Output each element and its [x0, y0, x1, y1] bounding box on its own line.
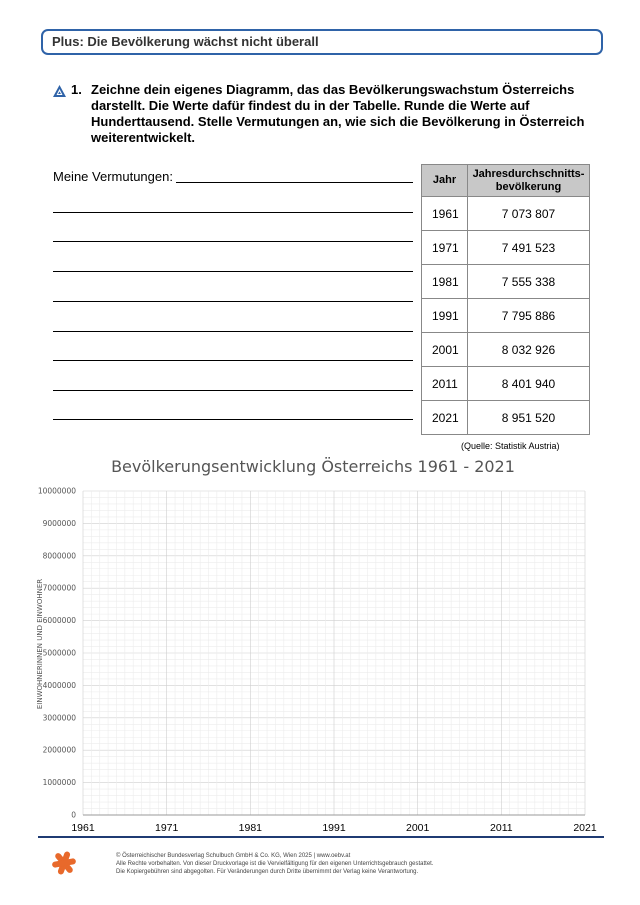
y-tick-label: 1000000 [42, 778, 76, 788]
x-tick-label: 1991 [322, 822, 346, 834]
table-row [422, 265, 590, 299]
writing-line[interactable] [53, 390, 413, 391]
cell-year: 1971 [422, 231, 468, 265]
writing-line[interactable] [53, 241, 413, 242]
writing-line[interactable] [176, 182, 413, 183]
cell-population: 7 073 807 [468, 197, 590, 231]
population-table [421, 164, 590, 435]
x-tick-label: 2021 [573, 822, 597, 834]
table-row [422, 197, 590, 231]
cell-population: 7 555 338 [468, 265, 590, 299]
writing-line[interactable] [53, 360, 413, 361]
y-tick-label: 4000000 [42, 680, 76, 690]
y-tick-label: 6000000 [42, 616, 76, 626]
y-tick-label: 0 [71, 810, 76, 820]
cell-year: 2011 [422, 367, 468, 401]
table-source: (Quelle: Statistik Austria) [461, 441, 560, 451]
y-tick-label: 7000000 [42, 583, 76, 593]
writing-line[interactable] [53, 419, 413, 420]
y-tick-label: 5000000 [42, 648, 76, 658]
y-tick-label: 8000000 [42, 551, 76, 561]
writing-line[interactable] [53, 212, 413, 213]
cell-year: 1981 [422, 265, 468, 299]
cell-population: 8 951 520 [468, 401, 590, 435]
x-tick-label: 1961 [71, 822, 95, 834]
footer-line-1: © Österreichischer Bundesverlag Schulbuch GmbH & Co. KG, Wien 2025 | www.oebv.at [116, 853, 351, 859]
chart-title: Bevölkerungsentwicklung Österreichs 1961 - 2021 [111, 457, 515, 476]
table-row [422, 333, 590, 367]
task-instructions: Zeichne dein eigenes Diagramm, das das Bevölkerungswachstum Österreichs darstellt. Die Werte dafür findest du in der Tabelle. Runde die Werte auf Hunderttausend. Stelle Vermutungen an, wie sich die Bevölkerung in Österreich weiterentwickelt. [91, 82, 585, 145]
triangle-level-icon [53, 85, 66, 97]
table-header-year: Jahr [422, 165, 468, 197]
y-axis-label: EINWOHNERINNEN UND EINWOHNER [36, 578, 44, 710]
writing-line[interactable] [53, 271, 413, 272]
cell-population: 8 401 940 [468, 367, 590, 401]
y-tick-label: 3000000 [42, 713, 76, 723]
cell-year: 1961 [422, 197, 468, 231]
cell-year: 2021 [422, 401, 468, 435]
x-tick-label: 2001 [405, 822, 430, 834]
table-row [422, 231, 590, 265]
table-row [422, 401, 590, 435]
y-tick-label: 10000000 [37, 486, 76, 496]
footer-line-2: Alle Rechte vorbehalten. Von dieser Druckvorlage ist die Vervielfältigung für den eigenen Unterrichtsgebrauch gestattet. [116, 861, 434, 867]
footer-rule [38, 836, 604, 838]
table-row [422, 367, 590, 401]
footer-copyright [116, 852, 434, 876]
x-tick-label: 2011 [490, 822, 513, 834]
writing-line[interactable] [53, 301, 413, 302]
table-header-population: Jahresdurchschnitts-bevölkerung [468, 165, 590, 197]
y-tick-label: 2000000 [42, 745, 76, 755]
population-chart[interactable] [0, 450, 640, 840]
writing-line[interactable] [53, 331, 413, 332]
cell-year: 2001 [422, 333, 468, 367]
publisher-logo-icon [50, 849, 78, 877]
section-header: Plus: Die Bevölkerung wächst nicht überall [41, 29, 603, 55]
notes-label: Meine Vermutungen: [53, 169, 173, 184]
cell-population: 7 795 886 [468, 299, 590, 333]
table-row [422, 299, 590, 333]
cell-population: 8 032 926 [468, 333, 590, 367]
cell-year: 1991 [422, 299, 468, 333]
y-tick-label: 9000000 [42, 518, 76, 528]
footer-line-3: Die Kopiergebühren sind abgegolten. Für Veränderungen durch Dritte übernimmt der Verlag keine Verantwortung. [116, 869, 419, 875]
cell-population: 7 491 523 [468, 231, 590, 265]
task-number: 1. [71, 82, 82, 97]
x-tick-label: 1971 [154, 822, 179, 834]
x-tick-label: 1981 [238, 822, 263, 834]
